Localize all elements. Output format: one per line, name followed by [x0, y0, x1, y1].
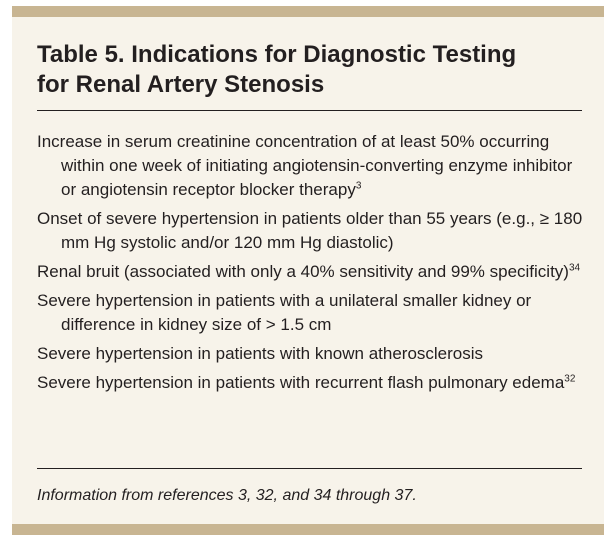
bottom-accent-rule	[12, 524, 604, 535]
list-item-text: Onset of severe hypertension in patients older than 55 years (e.g., ≥ 180 mm Hg systolic and/or 120 mm Hg diastolic)	[37, 209, 583, 252]
reference-superscript: 3	[355, 180, 362, 192]
top-accent-rule	[12, 6, 604, 17]
list-item-text: Renal bruit (associated with only a 40% sensitivity and 99% specificity)	[37, 262, 569, 281]
list-item-text: Severe hypertension in patients with known atherosclerosis	[37, 344, 484, 363]
footnote-divider	[37, 468, 582, 469]
list-item	[37, 130, 585, 202]
table-title	[37, 40, 577, 100]
reference-superscript: 34	[568, 262, 581, 274]
table-title-line-1: Table 5. Indications for Diagnostic Testing	[37, 41, 517, 68]
table-title-line-2: for Renal Artery Stenosis	[37, 71, 325, 98]
list-item	[37, 207, 585, 255]
list-item-text: Severe hypertension in patients with a unilateral smaller kidney or difference in kidney size of > 1.5 cm	[37, 291, 532, 334]
list-item	[37, 289, 585, 337]
title-divider	[37, 110, 582, 111]
table-footnote: Information from references 3, 32, and 34 through 37.	[37, 487, 417, 504]
indications-list	[37, 130, 585, 400]
list-item	[37, 371, 585, 395]
list-item-text: Increase in serum creatinine concentration of at least 50% occurring within one week of initiating angiotensin-converting enzyme inhibitor or angiotensin receptor blocker therapy	[37, 132, 573, 199]
list-item	[37, 260, 585, 284]
reference-superscript: 32	[564, 373, 576, 385]
list-item-text: Severe hypertension in patients with recurrent flash pulmonary edema	[37, 373, 565, 392]
list-item	[37, 342, 585, 366]
